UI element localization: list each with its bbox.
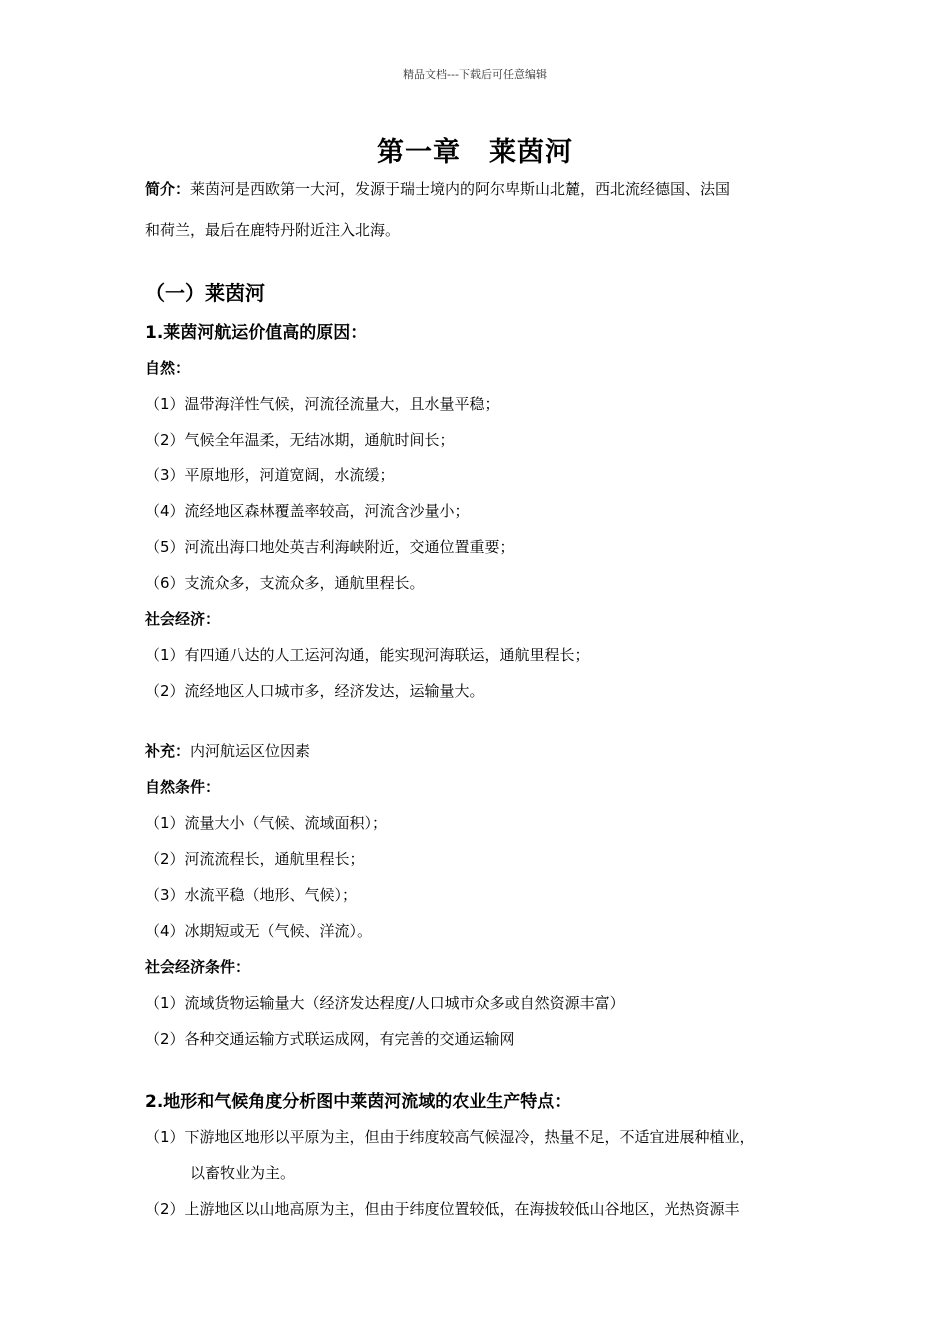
social-item-1: （1）有四通八达的人工运河沟通，能实现河海联运，通航里程长；	[145, 646, 590, 664]
page-header: 精品文档---下载后可任意编辑	[403, 68, 547, 81]
social-conditions-label: 社会经济条件：	[145, 958, 251, 976]
natural-condition-4: （4）冰期短或无（气候、洋流）。	[145, 922, 373, 940]
supplement-label: 补充：	[145, 742, 191, 760]
social-label: 社会经济：	[145, 610, 221, 628]
question-1-heading: 1.莱茵河航运价值高的原因：	[145, 323, 368, 343]
natural-label: 自然：	[145, 359, 191, 377]
social-item-2: （2）流经地区人口城市多，经济发达，运输量大。	[145, 682, 485, 700]
supplement-text: 内河航运区位因素	[190, 742, 311, 760]
question-2-item-1-cont: 以畜牧业为主。	[145, 1164, 296, 1182]
section-heading: （一）莱茵河	[145, 281, 265, 305]
chapter-title: 第一章 莱茵河	[377, 137, 573, 168]
social-condition-2: （2）各种交通运输方式联运成网，有完善的交通运输网	[145, 1030, 515, 1048]
intro-text-1: 莱茵河是西欧第一大河，发源于瑞士境内的阿尔卑斯山北麓，西北流经德国、法国	[190, 180, 731, 198]
social-condition-1: （1）流域货物运输量大（经济发达程度/人口城市众多或自然资源丰富）	[145, 994, 625, 1012]
natural-condition-3: （3）水流平稳（地形、气候）；	[145, 886, 358, 904]
natural-item-2: （2）气候全年温柔，无结冰期，通航时间长；	[145, 431, 455, 449]
supplement-line	[145, 740, 310, 761]
question-2-item-1: （1）下游地区地形以平原为主，但由于纬度较高气候湿冷，热量不足，不适宜进展种植业，	[145, 1128, 755, 1146]
natural-item-6: （6）支流众多，支流众多，通航里程长。	[145, 574, 425, 592]
question-2-item-2: （2）上游地区以山地高原为主，但由于纬度位置较低，在海拔较低山谷地区，光热资源丰	[145, 1200, 740, 1218]
intro-line-1	[145, 178, 730, 199]
intro-label: 简介：	[145, 180, 191, 198]
intro-line-2: 和荷兰，最后在鹿特丹附近注入北海。	[145, 221, 401, 239]
natural-item-5: （5）河流出海口地处英吉利海峡附近，交通位置重要；	[145, 538, 515, 556]
natural-item-3: （3）平原地形，河道宽阔，水流缓；	[145, 466, 395, 484]
natural-condition-1: （1）流量大小（气候、流域面积）；	[145, 814, 388, 832]
natural-item-1: （1）温带海洋性气候，河流径流量大，且水量平稳；	[145, 395, 500, 413]
natural-item-4: （4）流经地区森林覆盖率较高，河流含沙量小；	[145, 502, 470, 520]
natural-conditions-label: 自然条件：	[145, 778, 221, 796]
question-2-heading: 2.地形和气候角度分析图中莱茵河流域的农业生产特点：	[145, 1092, 572, 1112]
natural-condition-2: （2）河流流程长，通航里程长；	[145, 850, 365, 868]
